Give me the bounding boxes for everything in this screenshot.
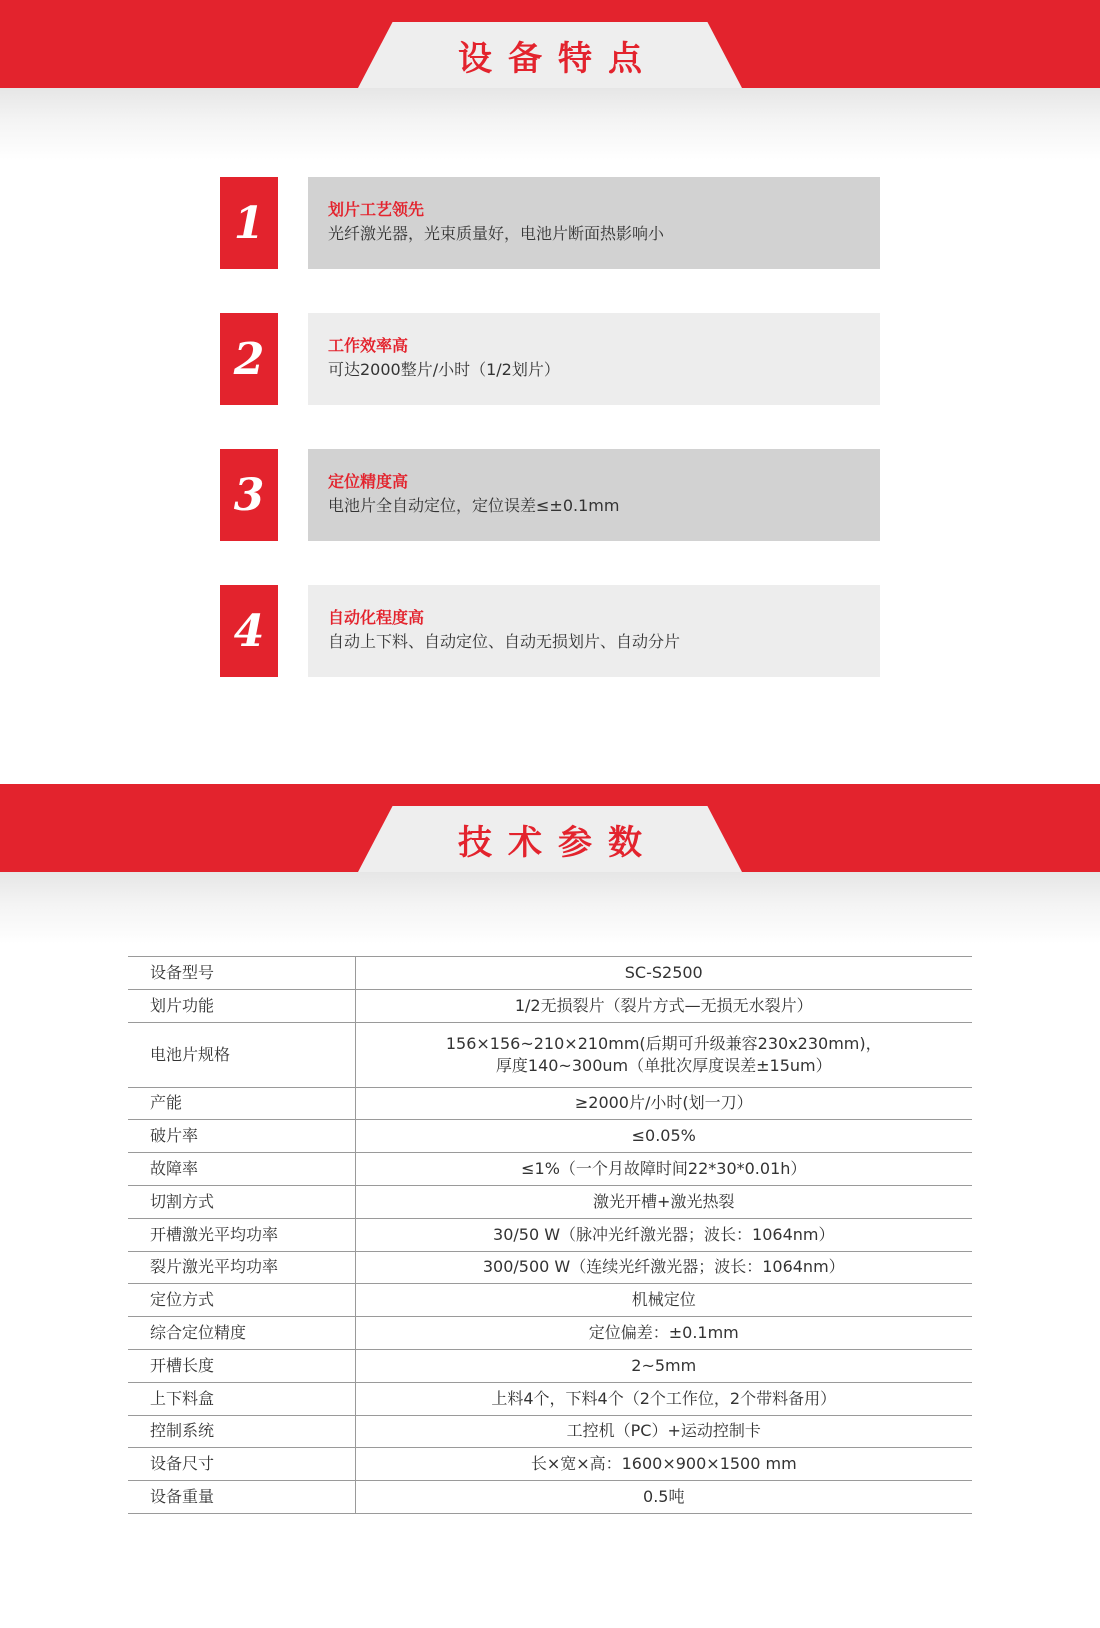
spec-key: 裂片激光平均功率 bbox=[128, 1251, 355, 1284]
spec-value: 机械定位 bbox=[355, 1284, 972, 1317]
table-row bbox=[128, 1120, 972, 1153]
spec-key: 控制系统 bbox=[128, 1415, 355, 1448]
feature-item-3 bbox=[220, 449, 880, 541]
spec-key: 开槽长度 bbox=[128, 1349, 355, 1382]
spec-table bbox=[128, 956, 972, 1514]
table-row bbox=[128, 1382, 972, 1415]
spec-key: 划片功能 bbox=[128, 989, 355, 1022]
table-row bbox=[128, 1153, 972, 1186]
spec-key: 切割方式 bbox=[128, 1185, 355, 1218]
feature-title: 划片工艺领先 bbox=[328, 200, 425, 219]
feature-number: 1 bbox=[220, 177, 278, 269]
feature-number: 2 bbox=[220, 313, 278, 405]
spec-key: 产能 bbox=[128, 1087, 355, 1120]
table-row bbox=[128, 1087, 972, 1120]
feature-box bbox=[308, 449, 880, 541]
spec-value-multiline bbox=[355, 1022, 972, 1087]
table-row bbox=[128, 957, 972, 990]
spec-value: 30/50 W（脉冲光纤激光器；波长：1064nm） bbox=[355, 1218, 972, 1251]
spec-value: 上料4个，下料4个（2个工作位，2个带料备用） bbox=[355, 1382, 972, 1415]
feature-title: 自动化程度高 bbox=[328, 608, 425, 627]
feature-item-1 bbox=[220, 177, 880, 269]
spec-key: 综合定位精度 bbox=[128, 1317, 355, 1350]
specs-title: 技术参数 bbox=[458, 822, 658, 863]
feature-item-4 bbox=[220, 585, 880, 677]
specs-banner bbox=[0, 784, 1100, 944]
feature-desc: 光纤激光器，光束质量好，电池片断面热影响小 bbox=[328, 224, 665, 243]
table-row bbox=[128, 1481, 972, 1514]
spec-value: SC-S2500 bbox=[355, 957, 972, 990]
feature-title: 工作效率高 bbox=[328, 336, 409, 355]
table-row bbox=[128, 1185, 972, 1218]
feature-number: 3 bbox=[220, 449, 278, 541]
feature-desc: 可达2000整片/小时（1/2划片） bbox=[328, 360, 560, 379]
spec-key: 定位方式 bbox=[128, 1284, 355, 1317]
feature-box bbox=[308, 177, 880, 269]
feature-number: 4 bbox=[220, 585, 278, 677]
spec-key: 电池片规格 bbox=[128, 1022, 355, 1087]
spec-value: 0.5吨 bbox=[355, 1481, 972, 1514]
spec-value-line-2: 厚度140~300um（单批次厚度误差±15um） bbox=[495, 1055, 832, 1075]
spec-value: 1/2无损裂片（裂片方式—无损无水裂片） bbox=[355, 989, 972, 1022]
spec-value: 长×宽×高：1600×900×1500 mm bbox=[355, 1448, 972, 1481]
spec-value: 工控机（PC）+运动控制卡 bbox=[355, 1415, 972, 1448]
spec-key: 破片率 bbox=[128, 1120, 355, 1153]
table-row bbox=[128, 1448, 972, 1481]
table-row bbox=[128, 1218, 972, 1251]
features-title: 设备特点 bbox=[458, 38, 658, 79]
features-banner bbox=[0, 0, 1100, 160]
spec-key: 设备重量 bbox=[128, 1481, 355, 1514]
spec-value: ≥2000片/小时(划一刀） bbox=[355, 1087, 972, 1120]
feature-title: 定位精度高 bbox=[328, 472, 409, 491]
feature-item-2 bbox=[220, 313, 880, 405]
table-row bbox=[128, 1022, 972, 1087]
banner-shade bbox=[0, 88, 1100, 160]
feature-box bbox=[308, 313, 880, 405]
banner-shade bbox=[0, 872, 1100, 944]
spec-value-line-1: 156×156~210×210mm(后期可升级兼容230x230mm)， bbox=[445, 1033, 882, 1053]
spec-value: 2~5mm bbox=[355, 1349, 972, 1382]
spec-key: 上下料盒 bbox=[128, 1382, 355, 1415]
spec-key: 设备尺寸 bbox=[128, 1448, 355, 1481]
spec-value: ≤0.05% bbox=[355, 1120, 972, 1153]
table-row bbox=[128, 1349, 972, 1382]
feature-box bbox=[308, 585, 880, 677]
spec-key: 故障率 bbox=[128, 1153, 355, 1186]
spec-key: 开槽激光平均功率 bbox=[128, 1218, 355, 1251]
table-row bbox=[128, 989, 972, 1022]
spec-value: 定位偏差：±0.1mm bbox=[355, 1317, 972, 1350]
spec-value: 300/500 W（连续光纤激光器；波长：1064nm） bbox=[355, 1251, 972, 1284]
table-row bbox=[128, 1251, 972, 1284]
spec-key: 设备型号 bbox=[128, 957, 355, 990]
spec-value: ≤1%（一个月故障时间22*30*0.01h） bbox=[355, 1153, 972, 1186]
spec-value: 激光开槽+激光热裂 bbox=[355, 1185, 972, 1218]
feature-desc: 自动上下料、自动定位、自动无损划片、自动分片 bbox=[328, 632, 681, 651]
table-row bbox=[128, 1317, 972, 1350]
feature-desc: 电池片全自动定位，定位误差≤±0.1mm bbox=[328, 496, 620, 515]
table-row bbox=[128, 1284, 972, 1317]
table-row bbox=[128, 1415, 972, 1448]
